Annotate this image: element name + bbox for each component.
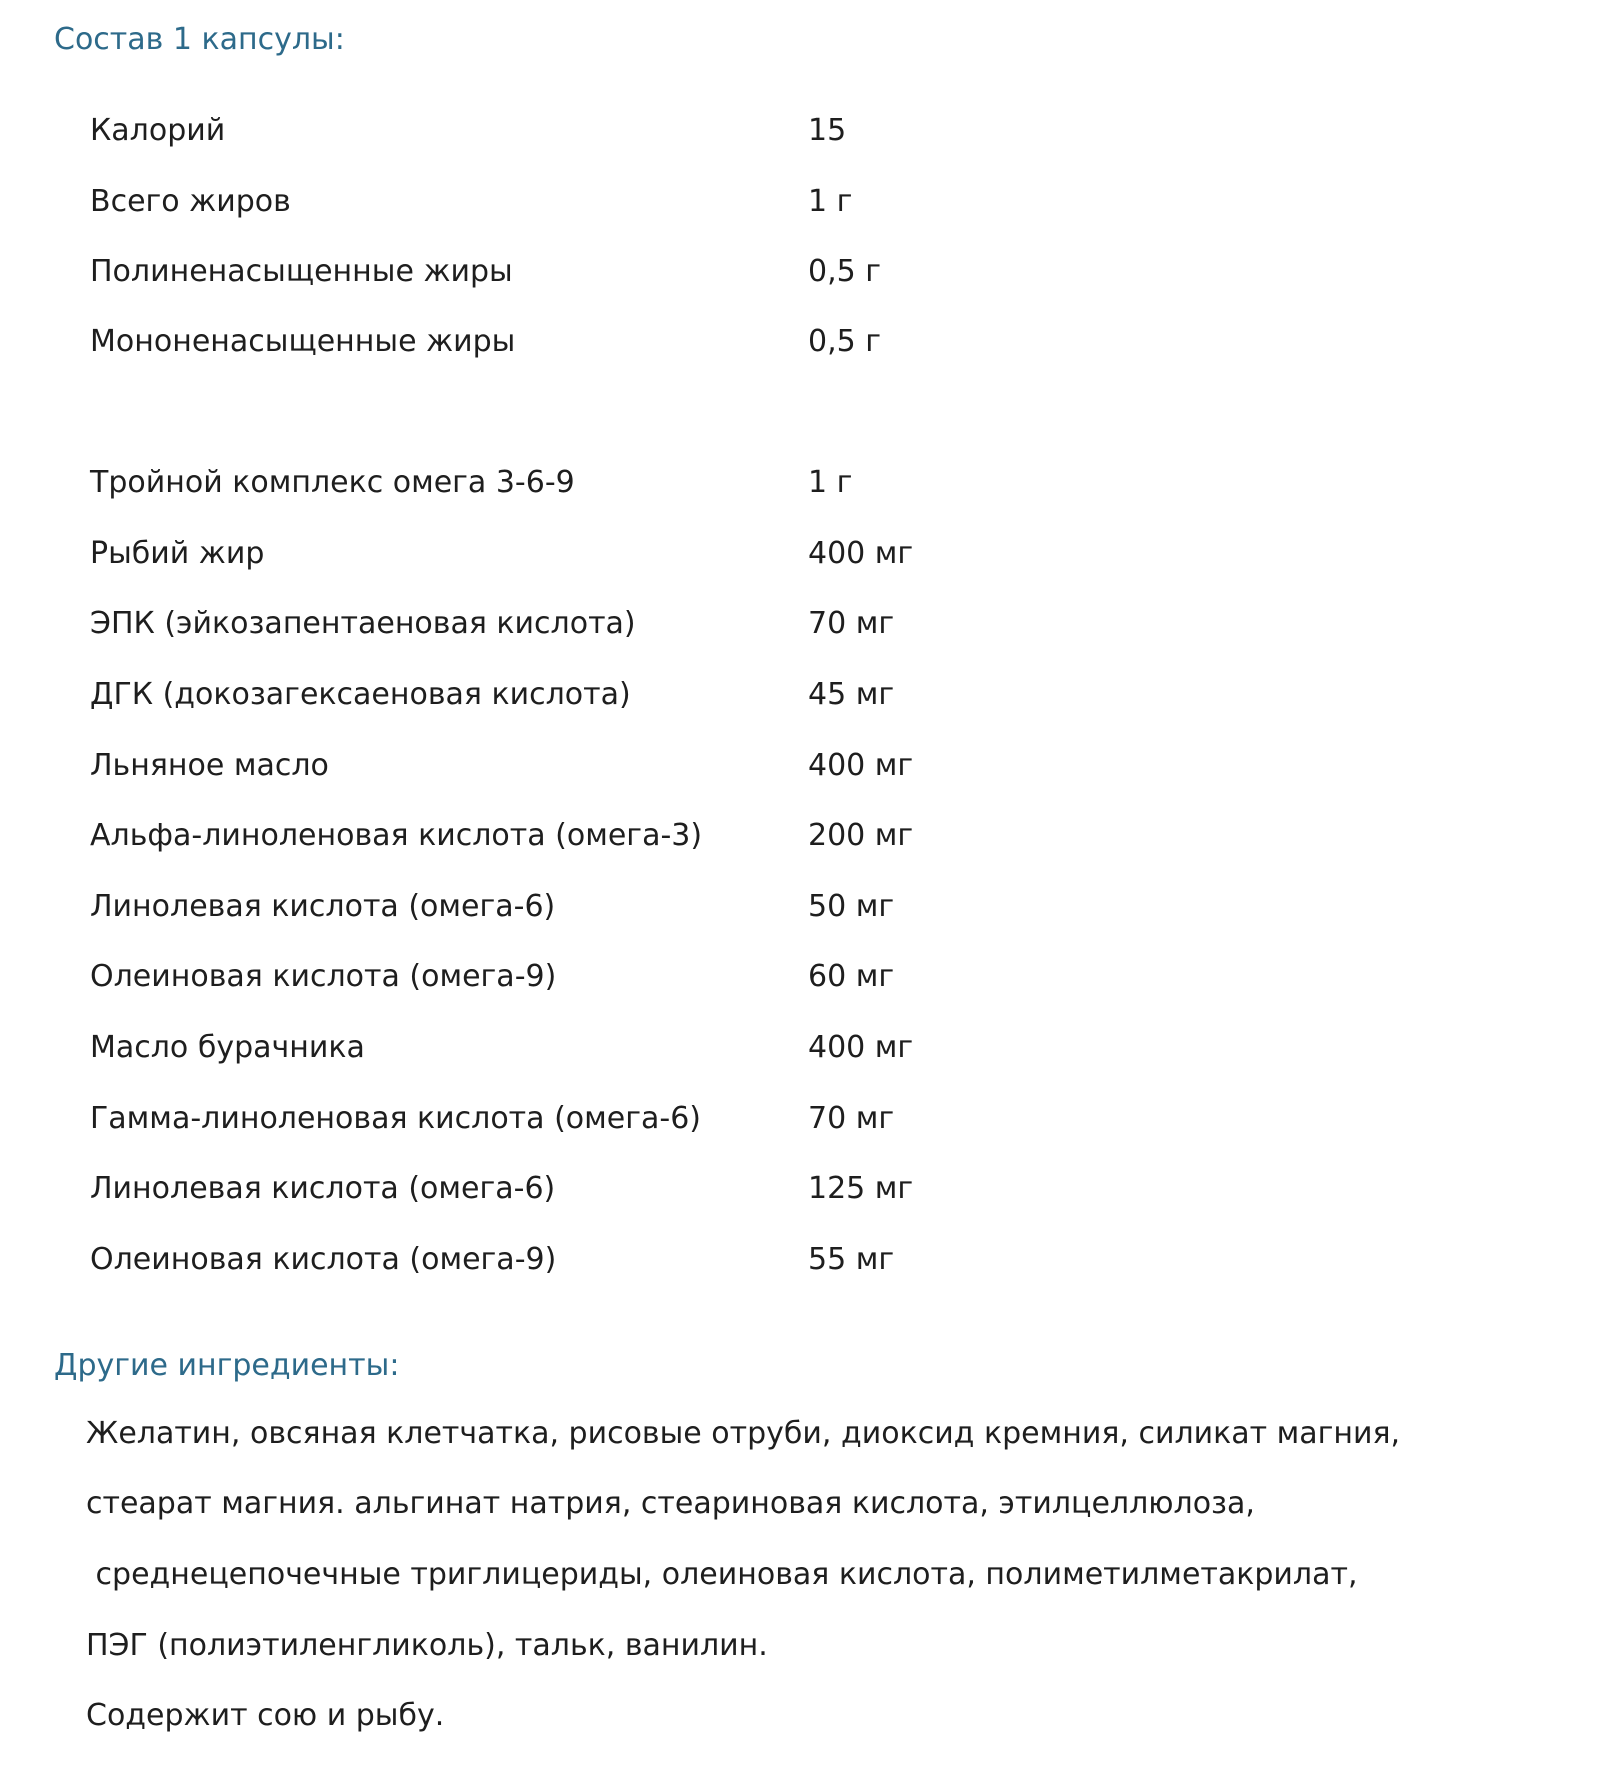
table-row bbox=[90, 885, 990, 929]
nutrient-name: Полиненасыщенные жиры bbox=[90, 254, 513, 289]
nutrient-name: Линолевая кислота (омега-6) bbox=[90, 1171, 556, 1206]
nutrient-amount: 0,5 г bbox=[808, 254, 882, 289]
ingredients-line: ПЭГ (полиэтиленгликоль), тальк, ванилин. bbox=[86, 1628, 768, 1663]
allergen-note: Содержит сою и рыбу. bbox=[86, 1698, 445, 1733]
composition-heading: Состав 1 капсулы: bbox=[54, 22, 345, 57]
nutrient-amount: 70 мг bbox=[808, 606, 895, 641]
nutrient-amount: 200 мг bbox=[808, 818, 914, 853]
nutrient-amount: 55 мг bbox=[808, 1242, 895, 1277]
table-row bbox=[90, 461, 990, 505]
nutrient-name: ДГК (докозагексаеновая кислота) bbox=[90, 677, 631, 712]
nutrient-amount: 45 мг bbox=[808, 677, 895, 712]
other-ingredients-heading: Другие ингредиенты: bbox=[54, 1348, 400, 1383]
nutrient-name: Линолевая кислота (омега-6) bbox=[90, 889, 556, 924]
nutrient-amount: 1 г bbox=[808, 465, 853, 500]
table-row bbox=[90, 532, 990, 576]
nutrient-amount: 400 мг bbox=[808, 536, 914, 571]
nutrient-name: Гамма-линоленовая кислота (омега-6) bbox=[90, 1101, 701, 1136]
table-row bbox=[90, 814, 990, 858]
nutrient-amount: 0,5 г bbox=[808, 324, 882, 359]
nutrient-name: Мононенасыщенные жиры bbox=[90, 324, 516, 359]
nutrient-name: Рыбий жир bbox=[90, 536, 265, 571]
table-row bbox=[90, 602, 990, 646]
table-row bbox=[90, 180, 990, 224]
table-row bbox=[90, 320, 990, 364]
table-row bbox=[90, 744, 990, 788]
nutrient-amount: 1 г bbox=[808, 184, 853, 219]
table-row bbox=[90, 1026, 990, 1070]
nutrient-name: Олеиновая кислота (омега-9) bbox=[90, 1242, 557, 1277]
nutrient-amount: 400 мг bbox=[808, 748, 914, 783]
nutrient-name: Тройной комплекс омега 3-6-9 bbox=[90, 465, 575, 500]
nutrient-amount: 15 bbox=[808, 113, 847, 148]
nutrient-name: Альфа-линоленовая кислота (омега-3) bbox=[90, 818, 703, 853]
table-row bbox=[90, 1167, 990, 1211]
table-row bbox=[90, 1097, 990, 1141]
nutrient-name: Калорий bbox=[90, 113, 226, 148]
ingredients-line: стеарат магния. альгинат натрия, стеариновая кислота, этилцеллюлоза, bbox=[86, 1486, 1255, 1521]
ingredients-line: Желатин, овсяная клетчатка, рисовые отруби, диоксид кремния, силикат магния, bbox=[86, 1416, 1401, 1451]
nutrient-amount: 70 мг bbox=[808, 1101, 895, 1136]
nutrient-name: Масло бурачника bbox=[90, 1030, 365, 1065]
nutrient-name: Льняное масло bbox=[90, 748, 329, 783]
table-row bbox=[90, 955, 990, 999]
table-row bbox=[90, 250, 990, 294]
nutrient-amount: 125 мг bbox=[808, 1171, 914, 1206]
nutrient-amount: 60 мг bbox=[808, 959, 895, 994]
nutrient-amount: 400 мг bbox=[808, 1030, 914, 1065]
nutrient-amount: 50 мг bbox=[808, 889, 895, 924]
nutrient-name: ЭПК (эйкозапентаеновая кислота) bbox=[90, 606, 636, 641]
nutrient-name: Олеиновая кислота (омега-9) bbox=[90, 959, 557, 994]
ingredients-line: среднецепочечные триглицериды, олеиновая кислота, полиметилметакрилат, bbox=[86, 1557, 1358, 1592]
table-row bbox=[90, 109, 990, 153]
nutrient-name: Всего жиров bbox=[90, 184, 291, 219]
table-row bbox=[90, 1238, 990, 1282]
table-row bbox=[90, 673, 990, 717]
